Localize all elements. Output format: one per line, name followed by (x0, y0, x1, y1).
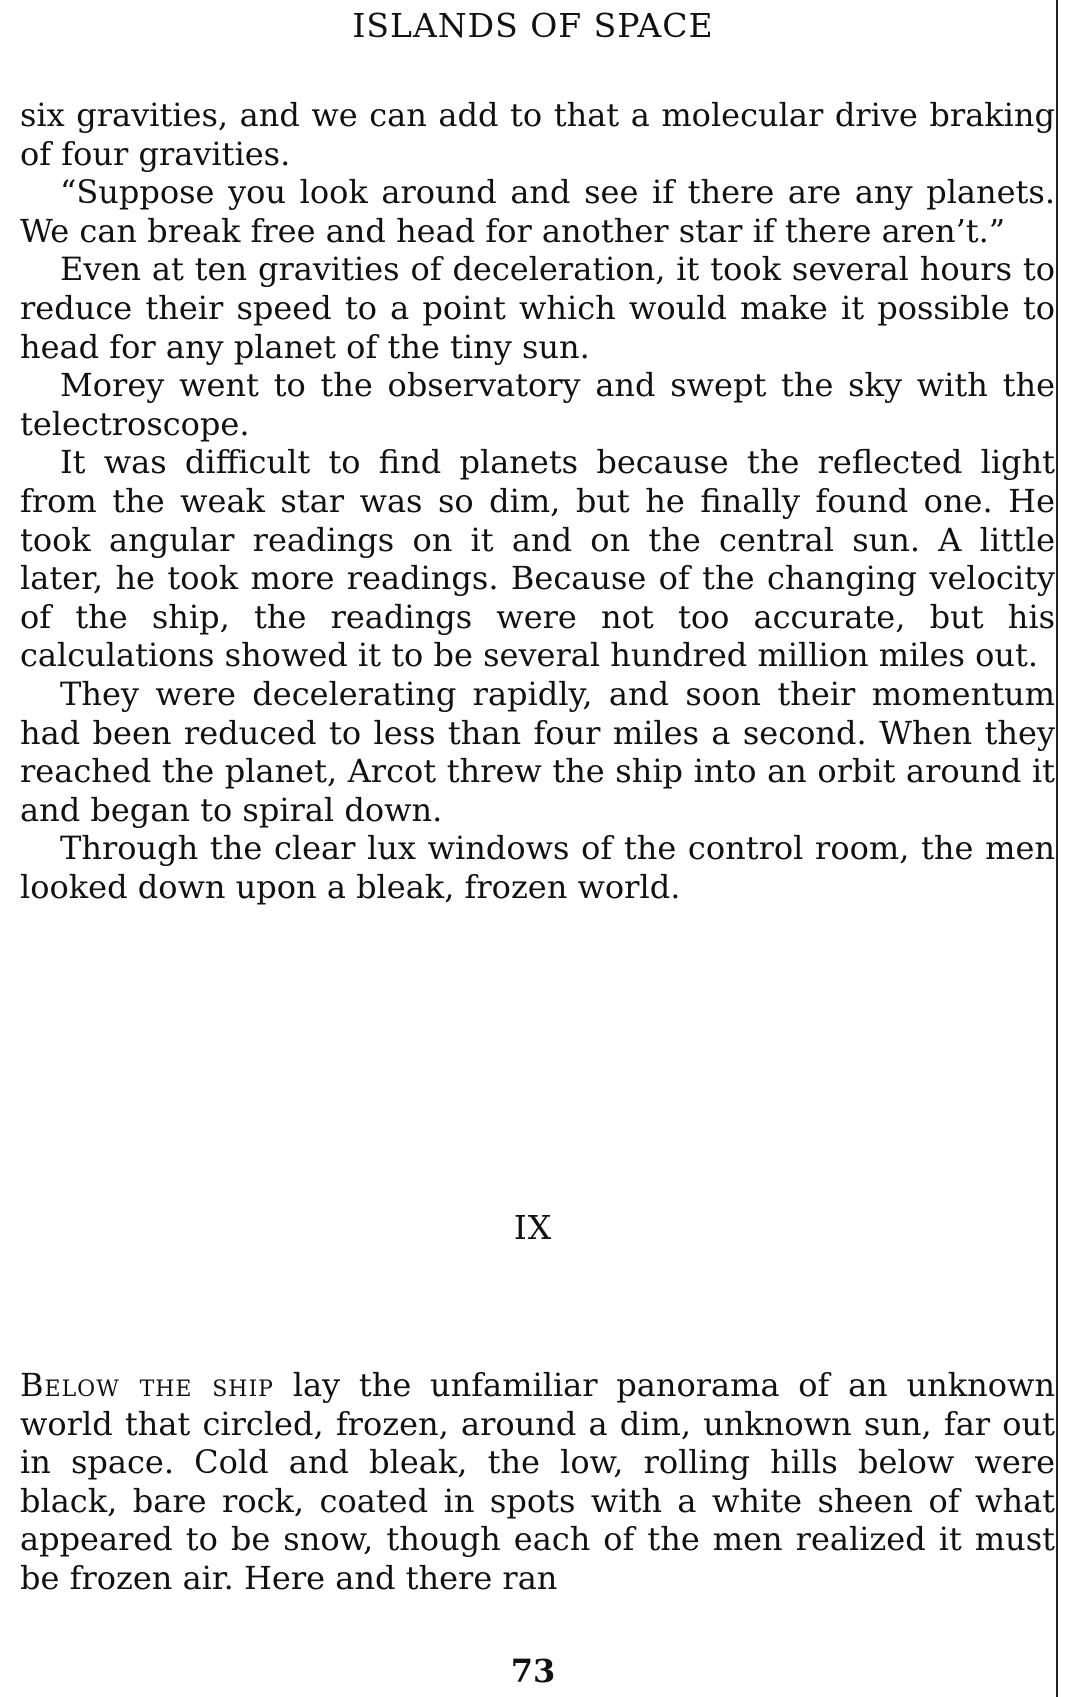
chapter-lead-in: Below the ship (20, 1366, 274, 1404)
paragraph: six gravities, and we can add to that a molecular drive braking of four gravities. (20, 96, 1055, 173)
body-text (20, 96, 1055, 906)
chapter-text: lay the unfamiliar panorama of an unknown world that circled, frozen, around a dim, unknown sun, far out in space. Cold and bleak, the low, rolling hills below were black, bare rock, coated in spots with a white sheen of what appeared to be snow, though each of the men realized it must be frozen air. Here and there ran (20, 1366, 1055, 1597)
paragraph: Through the clear lux windows of the control room, the men looked down upon a bleak, frozen world. (20, 829, 1055, 906)
paragraph: “Suppose you look around and see if there are any planets. We can break free and head for another star if there aren’t.” (20, 173, 1055, 250)
page-edge-line (1056, 0, 1058, 1697)
paragraph: Morey went to the observatory and swept the sky with the telectroscope. (20, 366, 1055, 443)
running-head: ISLANDS OF SPACE (352, 6, 714, 45)
page-number: 73 (510, 1652, 556, 1690)
chapter-heading: IX (513, 1208, 553, 1247)
paragraph: Even at ten gravities of deceleration, it took several hours to reduce their speed to a point which would make it possible to head for any planet of the tiny sun. (20, 250, 1055, 366)
paragraph: They were decelerating rapidly, and soon their momentum had been reduced to less than four miles a second. When they reached the planet, Arcot threw the ship into an orbit around it and began to spiral down. (20, 674, 1055, 829)
paragraph: It was difficult to find planets because the reflected light from the weak star was so dim, but he finally found one. He took angular readings on it and on the central sun. A little later, he took more readings. Because of the changing velocity of the ship, the readings were not too accurate, but his calculations showed it to be several hundred million miles out. (20, 443, 1055, 675)
chapter-opening-paragraph (20, 1366, 1055, 1598)
